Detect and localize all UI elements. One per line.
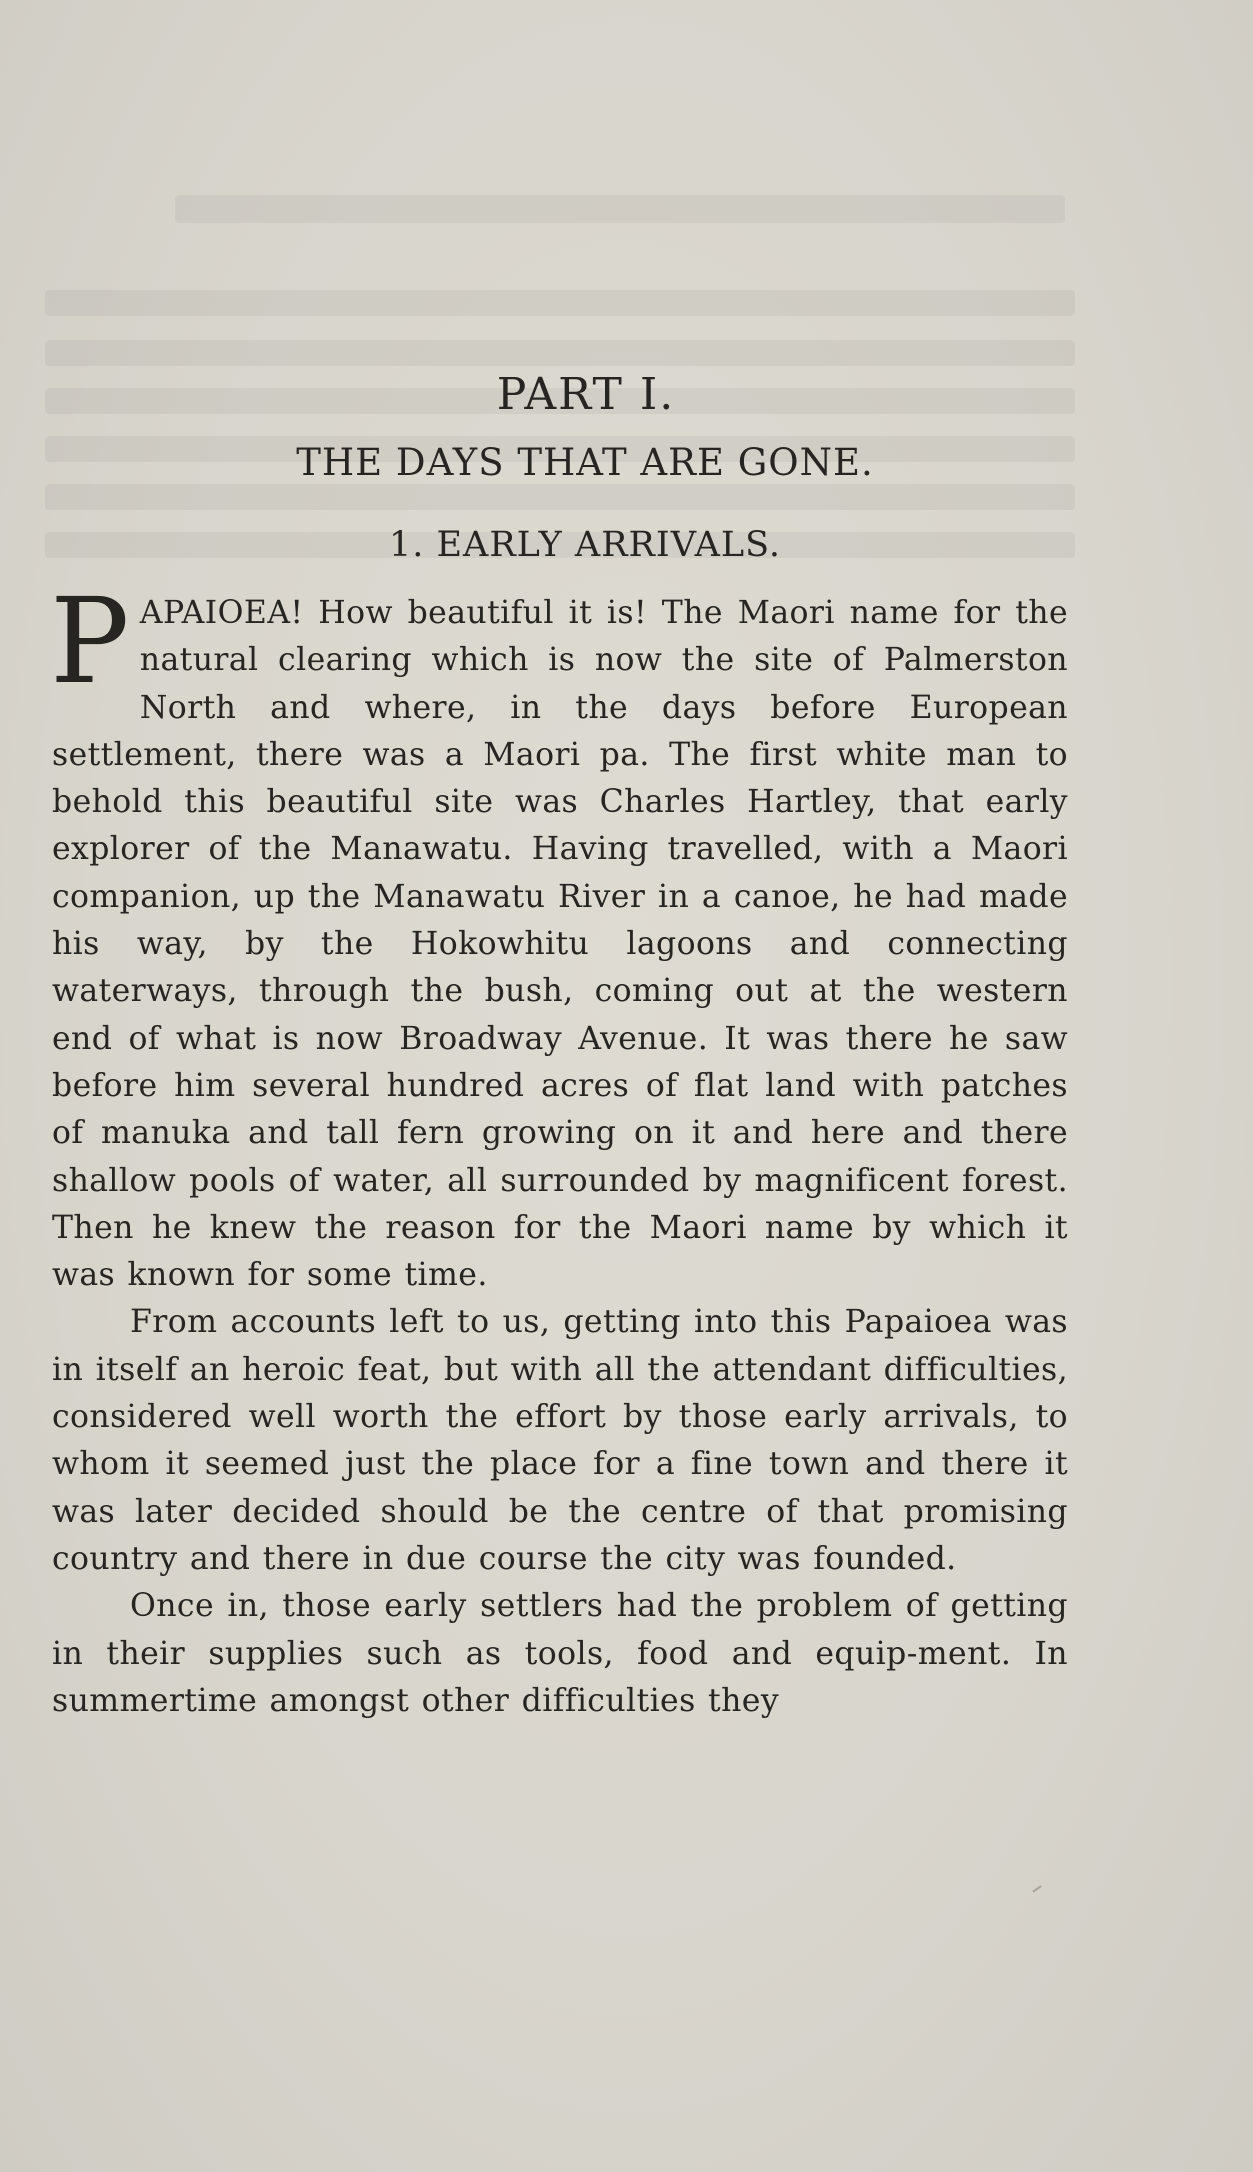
paragraph-1 (50, 572, 1068, 1299)
part-subtitle: THE DAYS THAT ARE GONE. (296, 441, 874, 484)
drop-cap: P (50, 572, 130, 710)
paragraph-3: Once in, those early settlers had the problem of getting in their supplies such as tools, food and equip-ment. In summertime amongst other difficulties they (52, 1588, 1068, 1719)
section-title: 1. EARLY ARRIVALS. (388, 525, 781, 565)
paragraph-1-text: APAIOEA! How beautiful it is! The Maori name for the natural clearing which is now the site of Palmerston North and where, in the days before European settlement, there was a Maori pa. The first white man to behold this beautiful site was Charles Hartley, that early explorer of the Manawatu. Having travelled, with a Maori companion, up the Manawatu River in a canoe, he had made his way, by the Hokowhitu lagoons and connecting waterways, through the bush, coming out at the western end of what is now Broadway Avenue. It was there he saw before him several hundred acres of flat land with patches of manuka and tall fern growing on it and here and there shallow pools of water, all surrounded by magnificent forest. Then he knew the reason for the Maori name by which it was known for some time. (52, 595, 1068, 1294)
page-mark (1032, 1885, 1041, 1892)
paragraph-2: From accounts left to us, getting into this Papaioea was in itself an heroic feat, but with all the attendant difficulties, considered well worth the effort by those early arrivals, to whom it seemed just the place for a fine town and there it was later decided should be the centre of that promising country and there in due course the city was founded. (52, 1304, 1068, 1577)
body-text (50, 572, 1068, 1725)
part-title: PART I. (496, 369, 676, 420)
